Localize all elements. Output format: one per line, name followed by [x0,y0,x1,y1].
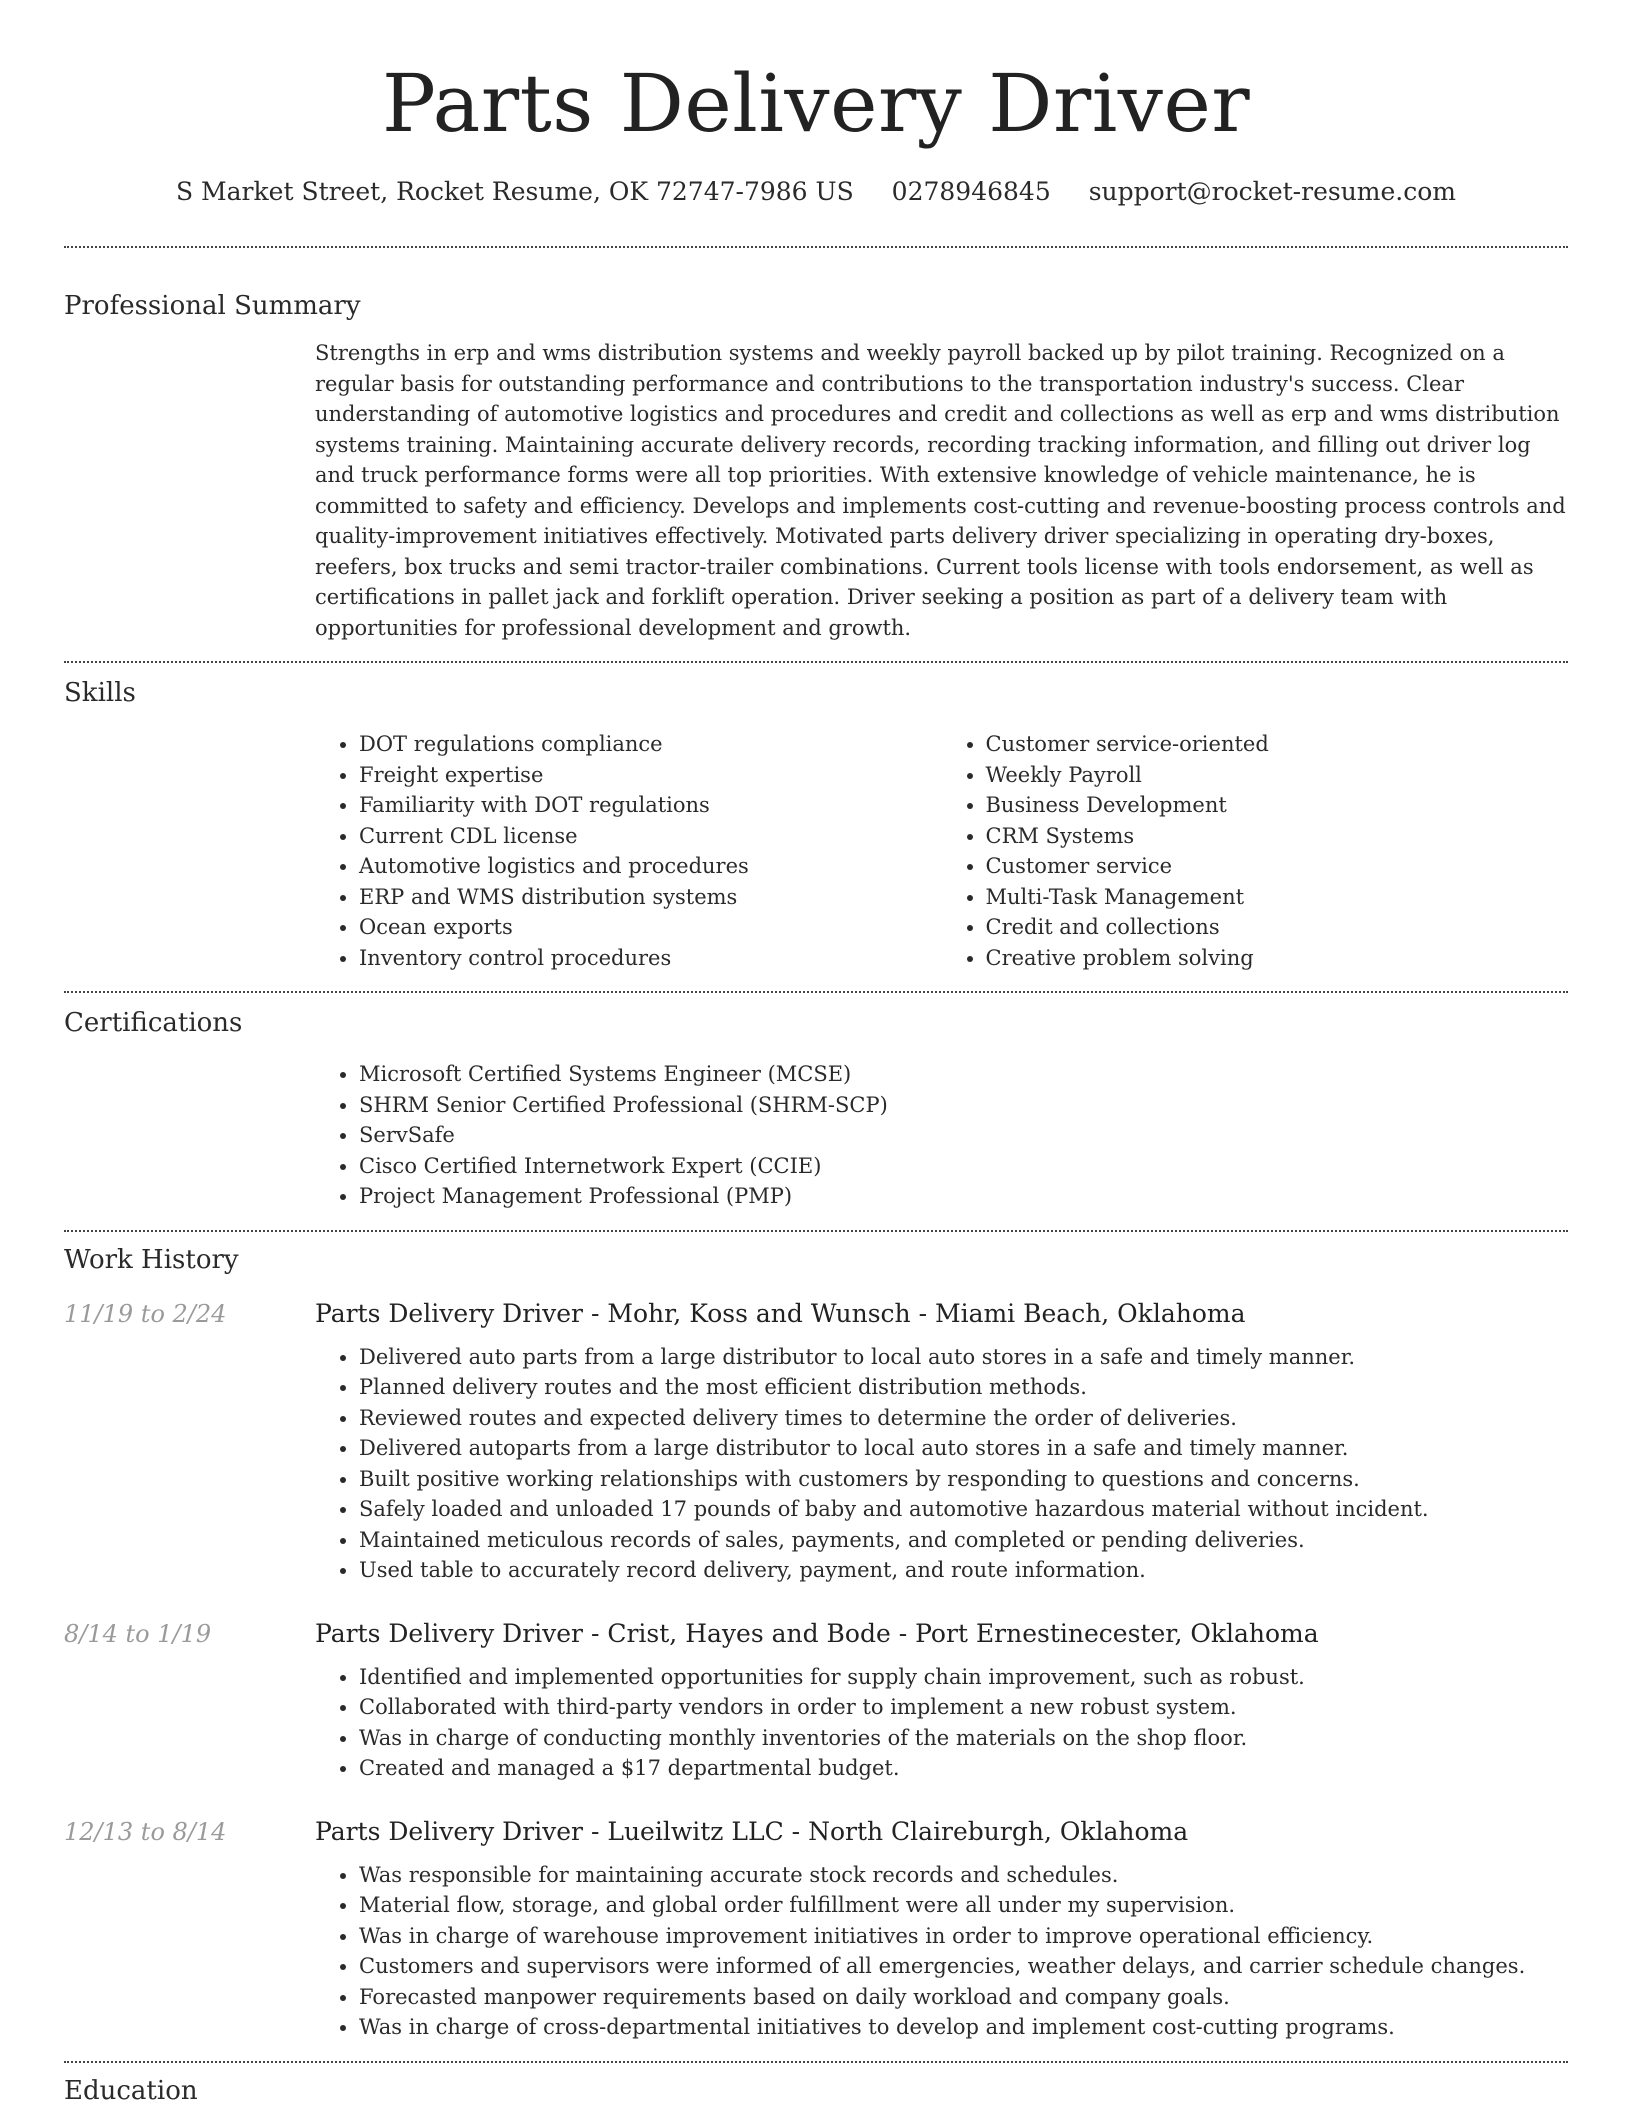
skills-list-left [315,729,942,973]
job-entry [64,1616,1568,1784]
work-history-section [64,1242,1568,2043]
summary-text: Strengths in erp and wms distribution systems and weekly payroll backed up by pilot training. Recognized on a regular basis for outstanding performance and contributions to the transportation industry's success. Clear understanding of automotive logistics and procedures and credit and collections as well as erp and wms distribution systems training. Maintaining accurate delivery records, recording tracking information, and filling out driver log and truck performance forms were all top priorities. With extensive knowledge of vehicle maintenance, he is committed to safety and efficiency. Develops and implements cost-cutting and revenue-boosting process controls and quality-improvement initiatives effectively. Motivated parts delivery driver specializing in operating dry-boxes, reefers, box trucks and semi tractor-trailer combinations. Current tools license with tools endorsement, as well as certifications in pallet jack and forklift operation. Driver seeking a position as part of a delivery team with opportunities for professional development and growth. [315,341,1566,640]
job-bullets [315,1860,1568,2043]
skills-list-right [942,729,1569,973]
skills-heading: Skills [64,678,136,708]
list-item: • Inventory control procedures [359,943,942,974]
list-item: • Microsoft Certified Systems Engineer (MCSE) [359,1059,1568,1090]
summary-section [64,288,1568,643]
candidate-name: Parts Delivery Driver [381,57,1251,150]
certifications-content [315,1059,1568,1212]
section-divider [64,2061,1568,2063]
job-entry [64,1814,1568,2043]
list-item: • Maintained meticulous records of sales, payments, and completed or pending deliveries. [359,1525,1568,1556]
list-item: • Credit and collections [986,912,1569,943]
list-item: • Collaborated with third-party vendors in order to implement a new robust system. [359,1692,1568,1723]
list-item: • Forecasted manpower requirements based on daily workload and company goals. [359,1982,1568,2013]
job-title: Parts Delivery Driver - Crist, Hayes and Bode - Port Ernestinecester, Oklahoma [315,1618,1319,1648]
list-item: • Reviewed routes and expected delivery times to determine the order of deliveries. [359,1403,1568,1434]
list-item: • Was in charge of conducting monthly inventories of the materials on the shop floor. [359,1723,1568,1754]
education-heading: Education [64,2075,198,2106]
job-dates: 8/14 to 1/19 [64,1619,212,1648]
list-item: • Customer service-oriented [986,729,1569,760]
job-bullets [315,1662,1568,1784]
contact-phone: 0278946845 [891,177,1051,206]
list-item: • Current CDL license [359,821,942,852]
list-item: • Used table to accurately record delivery, payment, and route information. [359,1555,1568,1586]
list-item: • Created and managed a $17 departmental budget. [359,1753,1568,1784]
list-item: • Safely loaded and unloaded 17 pounds of baby and automotive hazardous material without incident. [359,1494,1568,1525]
list-item: • Creative problem solving [986,943,1569,974]
job-dates: 12/13 to 8/14 [64,1817,227,1846]
contact-line [64,174,1568,210]
list-item: • Freight expertise [359,760,942,791]
list-item: • Was responsible for maintaining accurate stock records and schedules. [359,1860,1568,1891]
work-history-heading: Work History [64,1244,239,1275]
list-item: • ERP and WMS distribution systems [359,882,942,913]
job-entry [64,1296,1568,1586]
list-item: • Built positive working relationships with customers by responding to questions and concerns. [359,1464,1568,1495]
education-section [64,2073,1568,2109]
jobs-container [64,1296,1568,2043]
certifications-heading: Certifications [64,1008,243,1038]
list-item: • DOT regulations compliance [359,729,942,760]
list-item: • Cisco Certified Internetwork Expert (CCIE) [359,1151,1568,1182]
list-item: • Delivered auto parts from a large distributor to local auto stores in a safe and timely manner. [359,1342,1568,1373]
list-item: • Multi-Task Management [986,882,1569,913]
certifications-list [315,1059,1568,1212]
certifications-section [64,1005,1568,1212]
list-item: • ServSafe [359,1120,1568,1151]
list-item: • Identified and implemented opportunities for supply chain improvement, such as robust. [359,1662,1568,1693]
summary-content [315,338,1568,643]
list-item: • Weekly Payroll [986,760,1569,791]
skills-section [64,675,1568,973]
job-header [64,1814,1568,1850]
contact-address: S Market Street, Rocket Resume, OK 72747-7986 US [175,177,854,206]
resume-page [64,0,1568,2109]
list-item: • Customers and supervisors were informed of all emergencies, weather delays, and carrier schedule changes. [359,1951,1568,1982]
job-title: Parts Delivery Driver - Lueilwitz LLC - North Claireburgh, Oklahoma [315,1816,1189,1846]
job-details [315,1860,1568,2043]
list-item: • CRM Systems [986,821,1569,852]
list-item: • Was in charge of cross-departmental initiatives to develop and implement cost-cutting programs. [359,2012,1568,2043]
section-divider [64,246,1568,248]
job-dates: 11/19 to 2/24 [64,1299,227,1328]
skills-grid [315,729,1568,973]
job-details [315,1342,1568,1586]
job-bullets [315,1342,1568,1586]
section-divider [64,1230,1568,1232]
section-divider [64,661,1568,663]
contact-email: support@rocket-resume.com [1088,177,1456,206]
list-item: • Project Management Professional (PMP) [359,1181,1568,1212]
list-item: • Was in charge of warehouse improvement initiatives in order to improve operational efficiency. [359,1921,1568,1952]
summary-heading: Professional Summary [64,291,361,321]
job-title: Parts Delivery Driver - Mohr, Koss and Wunsch - Miami Beach, Oklahoma [315,1298,1246,1328]
job-header [64,1296,1568,1332]
job-details [315,1662,1568,1784]
list-item: • Familiarity with DOT regulations [359,790,942,821]
list-item: • Customer service [986,851,1569,882]
list-item: • Delivered autoparts from a large distributor to local auto stores in a safe and timely manner. [359,1433,1568,1464]
section-divider [64,991,1568,993]
list-item: • SHRM Senior Certified Professional (SHRM-SCP) [359,1090,1568,1121]
list-item: • Material flow, storage, and global order fulfillment were all under my supervision. [359,1890,1568,1921]
list-item: • Automotive logistics and procedures [359,851,942,882]
job-header [64,1616,1568,1652]
list-item: • Ocean exports [359,912,942,943]
list-item: • Business Development [986,790,1569,821]
list-item: • Planned delivery routes and the most efficient distribution methods. [359,1372,1568,1403]
